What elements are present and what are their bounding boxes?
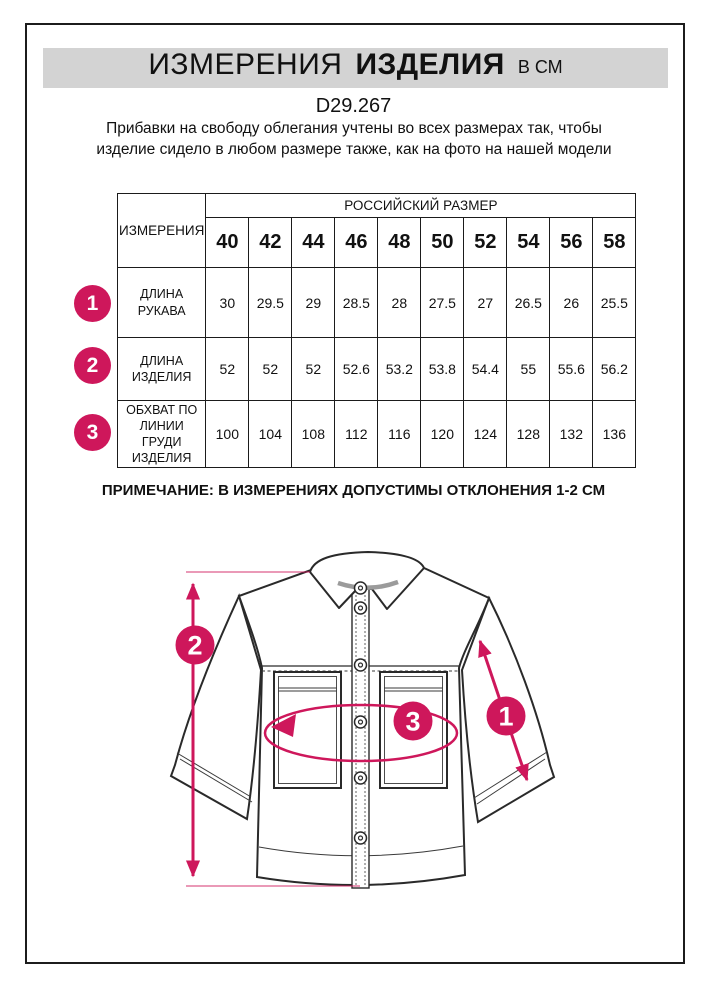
value-cell: 53.2 xyxy=(378,338,421,401)
measure-corner-header: ИЗМЕРЕНИЯ xyxy=(118,194,206,268)
table-row-item-length xyxy=(118,338,636,401)
value-cell: 29.5 xyxy=(249,268,292,338)
table-row-chest-girth xyxy=(118,401,636,468)
page-title-unit: В СМ xyxy=(517,57,563,77)
value-cell: 53.8 xyxy=(421,338,464,401)
tolerance-note: ПРИМЕЧАНИЕ: В ИЗМЕРЕНИЯХ ДОПУСТИМЫ ОТКЛОНЕНИЯ 1-2 СМ xyxy=(101,482,606,499)
size-header-cell: 58 xyxy=(593,218,636,268)
row-label: ДЛИНА РУКАВА xyxy=(118,268,206,338)
table-row xyxy=(118,194,636,218)
value-cell: 100 xyxy=(206,401,249,468)
value-cell: 30 xyxy=(206,268,249,338)
value-cell: 27.5 xyxy=(421,268,464,338)
diagram-marker-3-label: 3 xyxy=(405,706,421,737)
value-cell: 25.5 xyxy=(593,268,636,338)
value-cell: 26 xyxy=(550,268,593,338)
value-cell: 52.6 xyxy=(335,338,378,401)
size-header-cell: 56 xyxy=(550,218,593,268)
value-cell: 104 xyxy=(249,401,292,468)
value-cell: 124 xyxy=(464,401,507,468)
row-marker-1: 1 xyxy=(74,285,111,322)
diagram-marker-2-label: 2 xyxy=(187,630,203,661)
diagram-marker-1-label: 1 xyxy=(498,701,514,732)
row-marker-3: 3 xyxy=(74,414,111,451)
value-cell: 26.5 xyxy=(507,268,550,338)
value-cell: 108 xyxy=(292,401,335,468)
header-bar xyxy=(43,48,668,88)
value-cell: 52 xyxy=(206,338,249,401)
value-cell: 136 xyxy=(593,401,636,468)
page-title-emphasis: ИЗДЕЛИЯ xyxy=(355,48,505,81)
size-header-cell: 48 xyxy=(378,218,421,268)
value-cell: 128 xyxy=(507,401,550,468)
row-marker-2: 2 xyxy=(74,347,111,384)
size-header-cell: 42 xyxy=(249,218,292,268)
table-row-sleeve-length xyxy=(118,268,636,338)
value-cell: 28.5 xyxy=(335,268,378,338)
value-cell: 56.2 xyxy=(593,338,636,401)
value-cell: 27 xyxy=(464,268,507,338)
size-header-cell: 40 xyxy=(206,218,249,268)
page-title: ИЗМЕРЕНИЯ xyxy=(148,48,343,81)
size-header-cell: 54 xyxy=(507,218,550,268)
value-cell: 52 xyxy=(249,338,292,401)
garment-diagram xyxy=(60,545,660,950)
size-group-header: РОССИЙСКИЙ РАЗМЕР xyxy=(206,194,636,218)
product-code: D29.267 xyxy=(315,95,392,117)
value-cell: 55.6 xyxy=(550,338,593,401)
size-header-cell: 44 xyxy=(292,218,335,268)
value-cell: 116 xyxy=(378,401,421,468)
row-label: ДЛИНА ИЗДЕЛИЯ xyxy=(118,338,206,401)
value-cell: 55 xyxy=(507,338,550,401)
value-cell: 52 xyxy=(292,338,335,401)
value-cell: 120 xyxy=(421,401,464,468)
value-cell: 28 xyxy=(378,268,421,338)
size-header-cell: 52 xyxy=(464,218,507,268)
row-label: ОБХВАТ ПО ЛИНИИ ГРУДИ ИЗДЕЛИЯ xyxy=(118,401,206,468)
value-cell: 132 xyxy=(550,401,593,468)
value-cell: 54.4 xyxy=(464,338,507,401)
size-header-cell: 46 xyxy=(335,218,378,268)
value-cell: 112 xyxy=(335,401,378,468)
size-header-cell: 50 xyxy=(421,218,464,268)
size-table xyxy=(117,193,636,468)
fit-description: Прибавки на свободу облегания учтены во всех размерах так, чтобы изделие сидело в любом размере также, как на фото на нашей модели xyxy=(96,120,612,158)
value-cell: 29 xyxy=(292,268,335,338)
